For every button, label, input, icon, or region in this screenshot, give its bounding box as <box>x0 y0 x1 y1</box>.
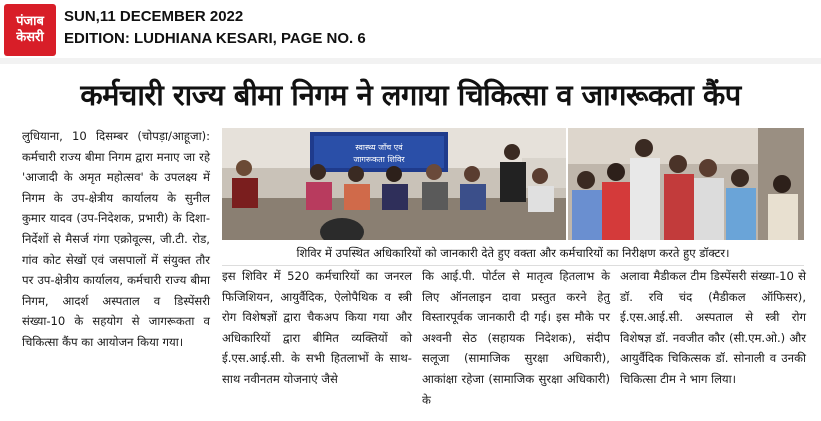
photo-caption: शिविर में उपस्थित अधिकारियों को जानकारी देते हुए वक्ता और कर्मचारियों का निरीक्षण करते हुए डॉक्टर। <box>296 246 730 260</box>
article-column-3 <box>422 266 610 410</box>
masthead-meta <box>64 6 366 50</box>
publication-date: SUN,11 DECEMBER 2022 <box>64 8 244 25</box>
article-column-4 <box>620 266 806 390</box>
newspaper-logo <box>4 4 56 56</box>
svg-text:जागरूकता शिविर: जागरूकता शिविर <box>353 155 405 164</box>
article-column-1 <box>22 126 210 353</box>
edition-info: EDITION: LUDHIANA KESARI, PAGE NO. 6 <box>64 30 366 47</box>
article-headline: कर्मचारी राज्य बीमा निगम ने लगाया चिकित्सा व जागरूकता कैंप <box>80 78 741 112</box>
column-2-text: इस शिविर में 520 कर्मचारियों का जनरल फिजिशियन, आयुर्वैदिक, ऐलोपैथिक व स्त्री रोग विशेषज्ञों द्वारा चैकअप किया गया और अधिकारियों द्वारा बीमित व्यक्तियों को ई.एस.आई.सी. के सभी हितलाभों के साथ-साथ नवीनतम योजनाएं जैसे <box>222 269 412 386</box>
logo-line-1: पंजाब <box>16 14 44 29</box>
column-3-text: कि आई.पी. पोर्टल से मातृत्व हितलाभ के लिए ऑनलाइन दावा प्रस्तुत करने हेतु विस्तारपूर्वक जानकारी दी गई। इस मौके पर अश्वनी सेठ (सहायक निदेशक), संदीप सलूजा (सामाजिक सुरक्षा अधिकारी), आकांक्षा रहेजा (सामाजिक सुरक्षा अधिकारी) के <box>422 269 610 407</box>
clipping-edge <box>0 58 821 64</box>
column-4-text: अलावा मैडीकल टीम डिस्पेंसरी संख्या-10 से डॉ. रवि चंद (मैडीकल ऑफिसर), ई.एस.आई.सी. अस्पताल से स्त्री रोग विशेषज्ञ डॉ. नवजीत कौर (सी.एम.ओ.) और आयुर्वैदिक चिकित्सक डॉ. सोनाली व उनकी चिकित्सा टीम ने भाग लिया। <box>620 269 806 386</box>
column-1-text: लुधियाना, 10 दिसम्बर (चोपड़ा/आहूजा): कर्मचारी राज्य बीमा निगम द्वारा मनाए जा रहे 'आजादी के अमृत महोत्सव' के उपलक्ष्य में निगम के उप-क्षेत्रीय कार्यालय के सुनील कुमार यादव (उप-निदेशक, प्रभारी) के दिशा-निर्देशों से मैसर्ज गंगा एक्रोवूल्स, जी.टी. रोड, गांव कोट सेखों एवं जसपालों में संयुक्त तौर पर उप-क्षेत्रीय कार्यालय, कर्मचारी राज्य बीमा निगम, आदर्श अस्पताल व डिस्पेंसरी संख्या-10 के सहयोग से जागरूकता व चिकित्सा कैंप का आयोजन किया गया। <box>22 129 210 349</box>
photo-officials-speaking <box>222 128 566 240</box>
svg-text:स्वास्थ्य जाँच एवं: स्वास्थ्य जाँच एवं <box>355 143 403 152</box>
logo-line-2: केसरी <box>16 30 44 45</box>
photo-doctors-checkup <box>568 128 804 240</box>
article-column-2 <box>222 266 412 390</box>
